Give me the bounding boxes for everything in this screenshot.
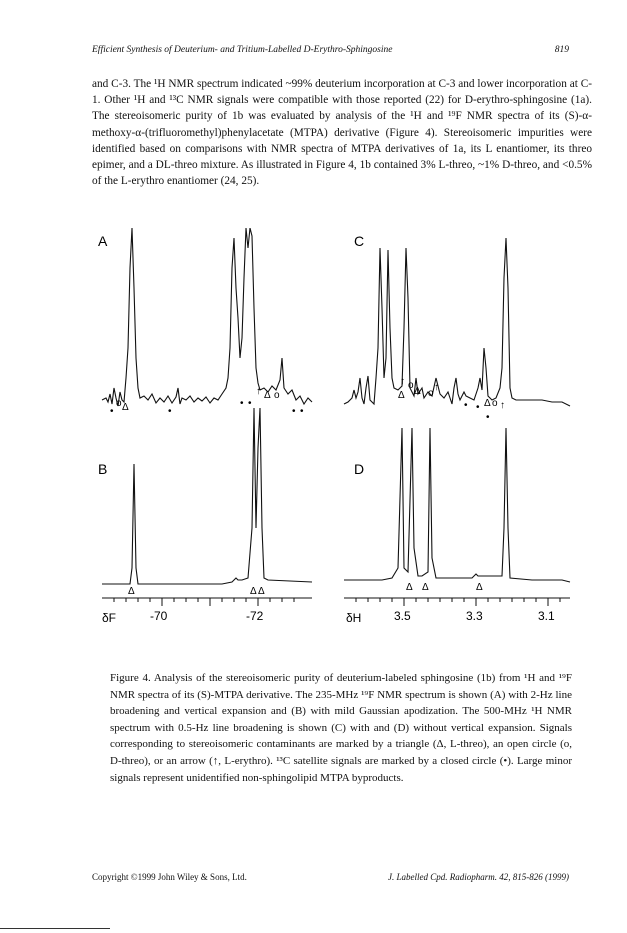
triangle-marker: Δ: [484, 398, 491, 409]
closed-circle-marker: •: [292, 406, 296, 417]
arrow-marker: ↑: [434, 382, 439, 393]
running-header: [92, 45, 569, 59]
markers-c: [398, 376, 505, 423]
nmr-figure: [92, 228, 582, 628]
spectrum-c: [344, 238, 570, 406]
closed-circle-marker: •: [110, 406, 114, 417]
circle-marker: o: [274, 390, 280, 401]
markers-d: [406, 582, 483, 593]
triangle-marker: Δ: [122, 402, 129, 413]
panel-label-a: A: [98, 233, 108, 249]
triangle-marker: Δ: [398, 390, 405, 401]
circle-marker: o: [116, 398, 122, 409]
triangle-marker: Δ: [414, 386, 421, 397]
arrow-marker: ↑: [400, 376, 405, 387]
closed-circle-marker: •: [464, 400, 468, 411]
axis-1h-tick-2: 3.3: [466, 609, 483, 623]
journal-citation: J. Labelled Cpd. Radiopharm. 42, 815-826 (1999): [388, 872, 569, 882]
triangle-marker: Δ: [258, 586, 265, 597]
circle-marker: o: [492, 398, 498, 409]
figure-caption: [110, 670, 572, 786]
triangle-marker: Δ: [406, 582, 413, 593]
axis-1h-tick-3: 3.1: [538, 609, 555, 623]
copyright: Copyright ©1999 John Wiley & Sons, Ltd.: [92, 872, 247, 882]
axis-1h-label: δH: [346, 611, 362, 625]
arrow-marker: ↑: [500, 400, 505, 411]
axis-19f-ticks: [114, 598, 294, 606]
caption-text: Figure 4. Analysis of the stereoisomeric purity of deuterium-labeled sphingosine (1b) from ¹H and ¹⁹F NMR spectra of its (S)-MTPA derivative. The 235-MHz ¹⁹F NMR spectrum is shown (A) with 2-Hz line broadening and vertical expansion and (B) with mild Gaussian apodization. The 500-MHz ¹H NMR spectrum with 0.5-Hz line broadening is shown (C) with and (D) without vertical expansion. Signals corresponding to stereoisomeric contaminants are marked by a triangle (Δ, L-threo), an open circle (o, D-threo), or an arrow (↑, L-erythro). ¹³C satellite signals are marked by a closed circle (•). Large minor signals represent unidentified non-sphingolipid MTPA byproducts.: [110, 672, 572, 784]
panel-label-b: B: [98, 461, 108, 477]
circle-marker: o: [408, 380, 414, 391]
closed-circle-marker: •: [486, 412, 490, 423]
axis-1h-tick-1: 3.5: [394, 609, 411, 623]
arrow-marker: ↑: [256, 386, 261, 397]
axis-19f-tick-1: -70: [150, 609, 168, 623]
body-text: and C-3. The ¹H NMR spectrum indicated ~99% deuterium incorporation at C-3 and lower incorporation at C-1. Other ¹H and ¹³C NMR signals were compatible with those reported (22) for D-erythro-sphingosine (1a). The stereoisomeric purity of 1b was evaluated by analysis of the ¹H and ¹⁹F NMR spectra of its (S)-α-methoxy-α-(trifluoromethyl)phenylacetate (MTPA) derivative (Figure 4). Stereoisomeric impurities were identified based on comparisons with NMR spectra of MTPA derivatives of 1a, its L enantiomer, its threo epimer, and a DL-threo mixture. As illustrated in Figure 4, 1b contained 3% L-threo, ~1% D-threo, and <0.5% of the L-erythro enantiomer (24, 25).: [92, 78, 592, 188]
spectrum-b: [102, 408, 312, 584]
closed-circle-marker: •: [248, 398, 252, 409]
spectrum-a: [102, 228, 312, 406]
triangle-marker: Δ: [264, 390, 271, 401]
running-title: Efficient Synthesis of Deuterium- and Tritium-Labelled D-Erythro-Sphingosine: [92, 45, 393, 55]
markers-a: [110, 386, 304, 417]
footer-rule: [0, 928, 110, 929]
axis-19f-tick-2: -72: [246, 609, 264, 623]
panel-label-c: C: [354, 233, 365, 249]
body-paragraph: [92, 76, 592, 189]
page-number: 819: [554, 45, 569, 55]
closed-circle-marker: •: [300, 406, 304, 417]
triangle-marker: Δ: [476, 582, 483, 593]
triangle-marker: Δ: [128, 586, 135, 597]
triangle-marker: Δ: [250, 586, 257, 597]
spectrum-d: [344, 428, 570, 582]
panel-label-d: D: [354, 461, 365, 477]
closed-circle-marker: •: [168, 406, 172, 417]
circle-marker: o: [428, 388, 434, 399]
axis-19f-label: δF: [102, 611, 117, 625]
axis-1h-ticks: [356, 598, 560, 606]
triangle-marker: Δ: [422, 582, 429, 593]
closed-circle-marker: •: [476, 402, 480, 413]
closed-circle-marker: •: [240, 398, 244, 409]
markers-b: [128, 586, 265, 597]
